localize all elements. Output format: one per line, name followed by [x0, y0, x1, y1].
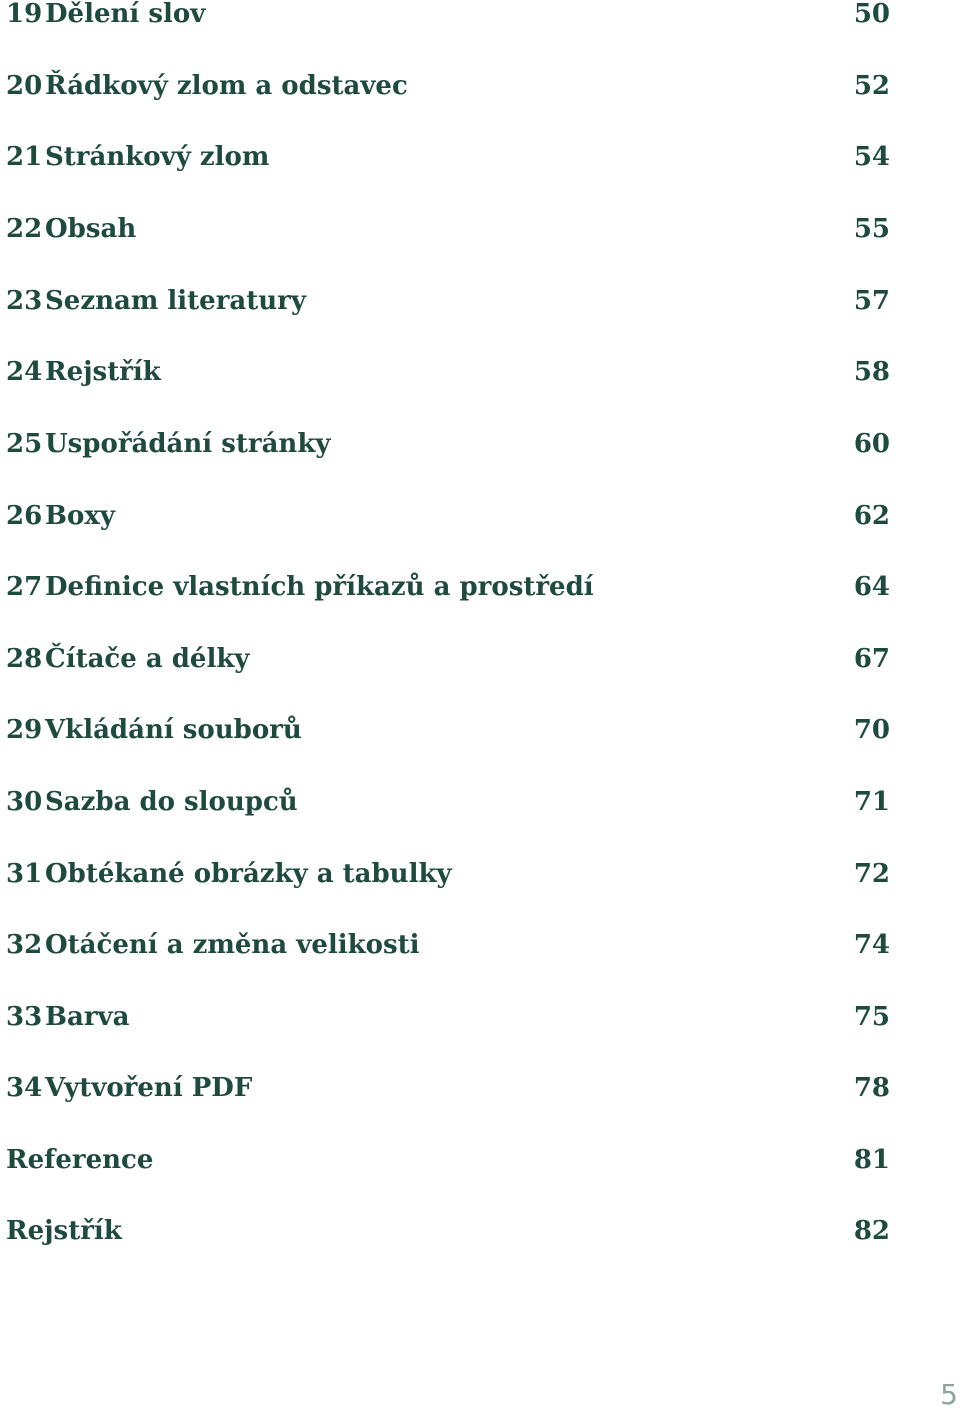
toc-entry-title: Obsah [45, 214, 137, 244]
toc-entry-21[interactable] [6, 137, 890, 177]
toc-entry-number: 22 [6, 214, 43, 244]
toc-entry-title: Vytvoření PDF [45, 1073, 253, 1103]
toc-entry-page: 82 [853, 1216, 890, 1246]
toc-entry-number: 28 [6, 644, 43, 674]
toc-entry-reference[interactable] [6, 1140, 890, 1180]
toc-entry-title: Rejstřík [45, 357, 161, 387]
toc-entry-number: 30 [6, 787, 43, 817]
toc-entry-page: 60 [853, 429, 890, 459]
toc-entry-title: Rejstřík [6, 1216, 122, 1246]
toc-entry-page: 74 [853, 930, 890, 960]
toc-entry-23[interactable] [6, 281, 890, 321]
toc-entry-title: Řádkový zlom a odstavec [45, 71, 408, 101]
toc-entry-title: Uspořádání stránky [45, 429, 331, 459]
toc-entry-title: Definice vlastních příkazů a prostředí [45, 572, 594, 602]
toc-entry-30[interactable] [6, 782, 890, 822]
toc-entry-rejstrik[interactable] [6, 1211, 890, 1251]
toc-entry-page: 78 [853, 1073, 890, 1103]
toc-entry-25[interactable] [6, 424, 890, 464]
toc-entry-page: 71 [853, 787, 890, 817]
toc-entry-title: Reference [6, 1145, 154, 1175]
toc-entry-22[interactable] [6, 209, 890, 249]
toc-entry-19[interactable] [6, 0, 890, 34]
toc-entry-number: 23 [6, 286, 43, 316]
toc-entry-number: 20 [6, 71, 43, 101]
toc-entry-31[interactable] [6, 854, 890, 894]
toc-entry-page: 67 [853, 644, 890, 674]
toc-entry-title: Vkládání souborů [45, 715, 302, 745]
toc-entry-number: 21 [6, 142, 43, 172]
toc-entry-page: 81 [853, 1145, 890, 1175]
toc-entry-number: 19 [6, 0, 43, 29]
toc-entry-28[interactable] [6, 639, 890, 679]
toc-entry-page: 62 [853, 501, 890, 531]
toc-entry-number: 29 [6, 715, 43, 745]
toc-entry-34[interactable] [6, 1068, 890, 1108]
toc-entry-26[interactable] [6, 496, 890, 536]
toc-entry-27[interactable] [6, 567, 890, 607]
toc-entry-number: 32 [6, 930, 43, 960]
toc-entry-33[interactable] [6, 997, 890, 1037]
toc-entry-29[interactable] [6, 710, 890, 750]
toc-entry-32[interactable] [6, 925, 890, 965]
toc-entry-number: 34 [6, 1073, 43, 1103]
toc-entry-title: Obtékané obrázky a tabulky [45, 859, 452, 889]
toc-entry-title: Čítače a délky [45, 644, 250, 674]
toc-entry-number: 25 [6, 429, 43, 459]
toc-entry-title: Otáčení a změna velikosti [45, 930, 420, 960]
toc-entry-24[interactable] [6, 352, 890, 392]
toc-entry-title: Stránkový zlom [45, 142, 270, 172]
toc-entry-page: 64 [853, 572, 890, 602]
toc-entry-20[interactable] [6, 66, 890, 106]
toc-entry-number: 31 [6, 859, 43, 889]
toc-entry-number: 33 [6, 1002, 43, 1032]
toc-entry-number: 26 [6, 501, 43, 531]
toc-entry-page: 57 [853, 286, 890, 316]
toc-entry-number: 24 [6, 357, 43, 387]
toc-entry-page: 54 [853, 142, 890, 172]
toc-entry-page: 58 [853, 357, 890, 387]
toc-entry-page: 75 [853, 1002, 890, 1032]
toc-entry-title: Seznam literatury [45, 286, 306, 316]
toc-entry-page: 50 [853, 0, 890, 29]
toc-entry-page: 72 [853, 859, 890, 889]
page-number: 5 [940, 1378, 958, 1411]
toc-entry-page: 70 [853, 715, 890, 745]
toc-entry-title: Barva [45, 1002, 130, 1032]
toc-entry-page: 52 [853, 71, 890, 101]
toc-entry-number: 27 [6, 572, 43, 602]
toc-entry-title: Boxy [45, 501, 115, 531]
toc-entry-title: Sazba do sloupců [45, 787, 298, 817]
toc-entry-title: Dělení slov [45, 0, 206, 29]
toc-entry-page: 55 [853, 214, 890, 244]
